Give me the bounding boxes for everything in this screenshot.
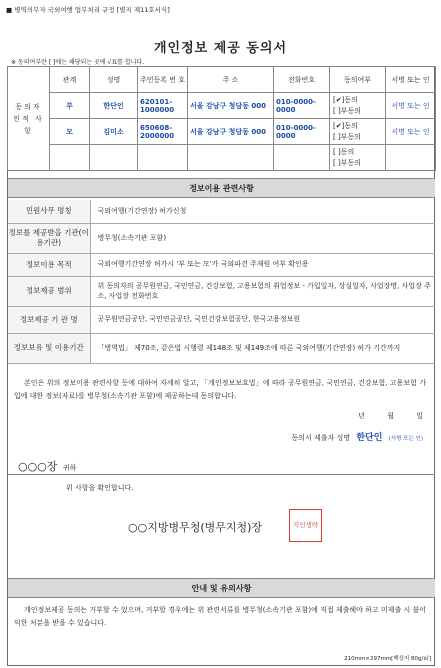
- info-label: 정보제공 범위: [8, 276, 90, 306]
- agree-checkbox[interactable]: [✔]동의: [333, 121, 358, 130]
- info-label: 정보를 제공받을 기관(이용기관): [8, 223, 90, 253]
- name-cell[interactable]: [90, 145, 138, 171]
- col-consent: 동의여부: [330, 67, 386, 93]
- info-value: 공무원연금공단, 국민연금공단, 국민건강보험공단, 한국고용정보원: [90, 306, 435, 333]
- info-label: 정보제공 기 관 명: [8, 306, 90, 333]
- consenter-row: [8, 93, 436, 119]
- info-table: [8, 200, 435, 364]
- col-address: 주 소: [188, 67, 274, 93]
- signature-cell[interactable]: 서명 또는 인: [386, 119, 436, 145]
- signer-note: (서명 또는 인): [388, 436, 423, 442]
- form-reference: ■ 병역의무자 국외여행 업무처리 규정 [별지 제11호서식]: [6, 6, 170, 14]
- agree-checkbox[interactable]: [ ]동의: [333, 147, 355, 156]
- info-value: 국외여행기간연장 허가시 '부 또는 모'가 국외파견 주재원 여부 확인용: [90, 253, 435, 276]
- col-name: 성명: [90, 67, 138, 93]
- phone-cell[interactable]: 010-0000-0000: [274, 119, 330, 145]
- info-row: [8, 276, 435, 306]
- office-name: ○○지방병무청(병무지청)장: [128, 521, 263, 534]
- relation-cell[interactable]: 부: [50, 93, 90, 119]
- consent-cell[interactable]: [330, 119, 386, 145]
- signer-row: [292, 430, 423, 443]
- consent-cell[interactable]: [330, 93, 386, 119]
- agree-checkbox[interactable]: [✔]동의: [333, 95, 358, 104]
- info-row: [8, 306, 435, 333]
- disagree-checkbox[interactable]: [ ]부동의: [333, 106, 361, 115]
- consenter-row: [8, 119, 436, 145]
- info-row: [8, 253, 435, 276]
- consenter-table: [7, 66, 436, 171]
- signer-name[interactable]: 한단인: [356, 433, 383, 443]
- addressee-suffix: 귀하: [62, 464, 77, 472]
- address-cell[interactable]: 서울 강남구 청담동 000: [188, 93, 274, 119]
- phone-cell[interactable]: 010-0000-0000: [274, 93, 330, 119]
- phone-cell[interactable]: [274, 145, 330, 171]
- disagree-checkbox[interactable]: [ ]부동의: [333, 158, 361, 167]
- consenter-header-row: [8, 67, 436, 93]
- info-label: 정보이용 목적: [8, 253, 90, 276]
- rrn-cell[interactable]: 620101-1000000: [138, 93, 188, 119]
- confirm-text: 위 사항을 확인합니다.: [66, 484, 134, 492]
- signature-cell[interactable]: 서명 또는 인: [386, 93, 436, 119]
- checkbox-note: ※ 동의여부란 [ ]에는 해당되는 곳에 √표를 합니다.: [11, 59, 145, 66]
- document-title: 개인정보 제공 동의서: [153, 41, 288, 56]
- signature-cell[interactable]: [386, 145, 436, 171]
- info-row: [8, 200, 435, 223]
- info-row: [8, 333, 435, 363]
- name-cell[interactable]: 한단인: [90, 93, 138, 119]
- disagree-checkbox[interactable]: [ ]부동의: [333, 132, 361, 141]
- info-value: 「병역법」 제70조, 같은법 시행령 제148조 및 제149조에 따른 국외여행(기간연장) 허가 기간까지: [90, 333, 435, 363]
- col-relation: 관계: [50, 67, 90, 93]
- signer-label: 동의서 제출자 성명: [291, 434, 351, 442]
- rrn-cell[interactable]: [138, 145, 188, 171]
- consenter-side-label: 동의자 인적 사항: [8, 67, 50, 171]
- info-value: 병무청(소속기관 포함): [90, 223, 435, 253]
- relation-cell[interactable]: [50, 145, 90, 171]
- info-section-title: 정보이용 관련사항: [8, 178, 435, 198]
- col-rrn: 주민등록 번 호: [138, 67, 188, 93]
- col-signature: 서명 또는 인: [386, 67, 436, 93]
- addressee-name: ○○○장: [18, 460, 58, 473]
- info-row: [8, 223, 435, 253]
- guide-text: 개인정보제공 동의는 거부할 수 있으며, 거부할 경우에는 위 관련서류를 병무청(소속기관 포함)에 직접 제출해야 하고 미제출 시 불이익한 처분을 받을 수 있습니다.: [14, 606, 426, 627]
- divider: [8, 474, 435, 475]
- consent-cell[interactable]: [330, 145, 386, 171]
- guide-section-title: 안내 및 유의사항: [8, 578, 435, 598]
- rrn-cell[interactable]: 650608-2000000: [138, 119, 188, 145]
- info-value: 위 동의자의 공무원연금, 국민연금, 건강보험, 고용보험의 취업정보 - 가입일자, 상실일자, 사업장명, 사업장 주소, 사업장 전화번호: [90, 276, 435, 306]
- declaration-text: 본인은 위의 정보이용 관련사항 등에 대하여 자세히 알고, 「개인정보보호법」에 따라 공무원연금, 국민연금, 건강보험, 고용보험 가입에 대한 정보(자료)를 병무청(소속기관 포함)에 제공하는데 동의합니다.: [14, 379, 426, 400]
- info-value: 국외여행(기간연장) 허가신청: [90, 200, 435, 223]
- name-cell[interactable]: 김미소: [90, 119, 138, 145]
- relation-cell[interactable]: 모: [50, 119, 90, 145]
- consenter-row: [8, 145, 436, 171]
- address-cell[interactable]: 서울 강남구 청담동 000: [188, 119, 274, 145]
- official-seal-stamp: 직인생략: [289, 509, 322, 542]
- date-line[interactable]: 년 월 일: [358, 412, 423, 420]
- info-label: 민원사무 명칭: [8, 200, 90, 223]
- address-cell[interactable]: [188, 145, 274, 171]
- paper-spec: 210mm×297mm[백상지 80g/㎡]: [344, 656, 431, 662]
- col-phone: 전화번호: [274, 67, 330, 93]
- info-label: 정보보유 및 이용기간: [8, 333, 90, 363]
- addressee: [18, 458, 76, 474]
